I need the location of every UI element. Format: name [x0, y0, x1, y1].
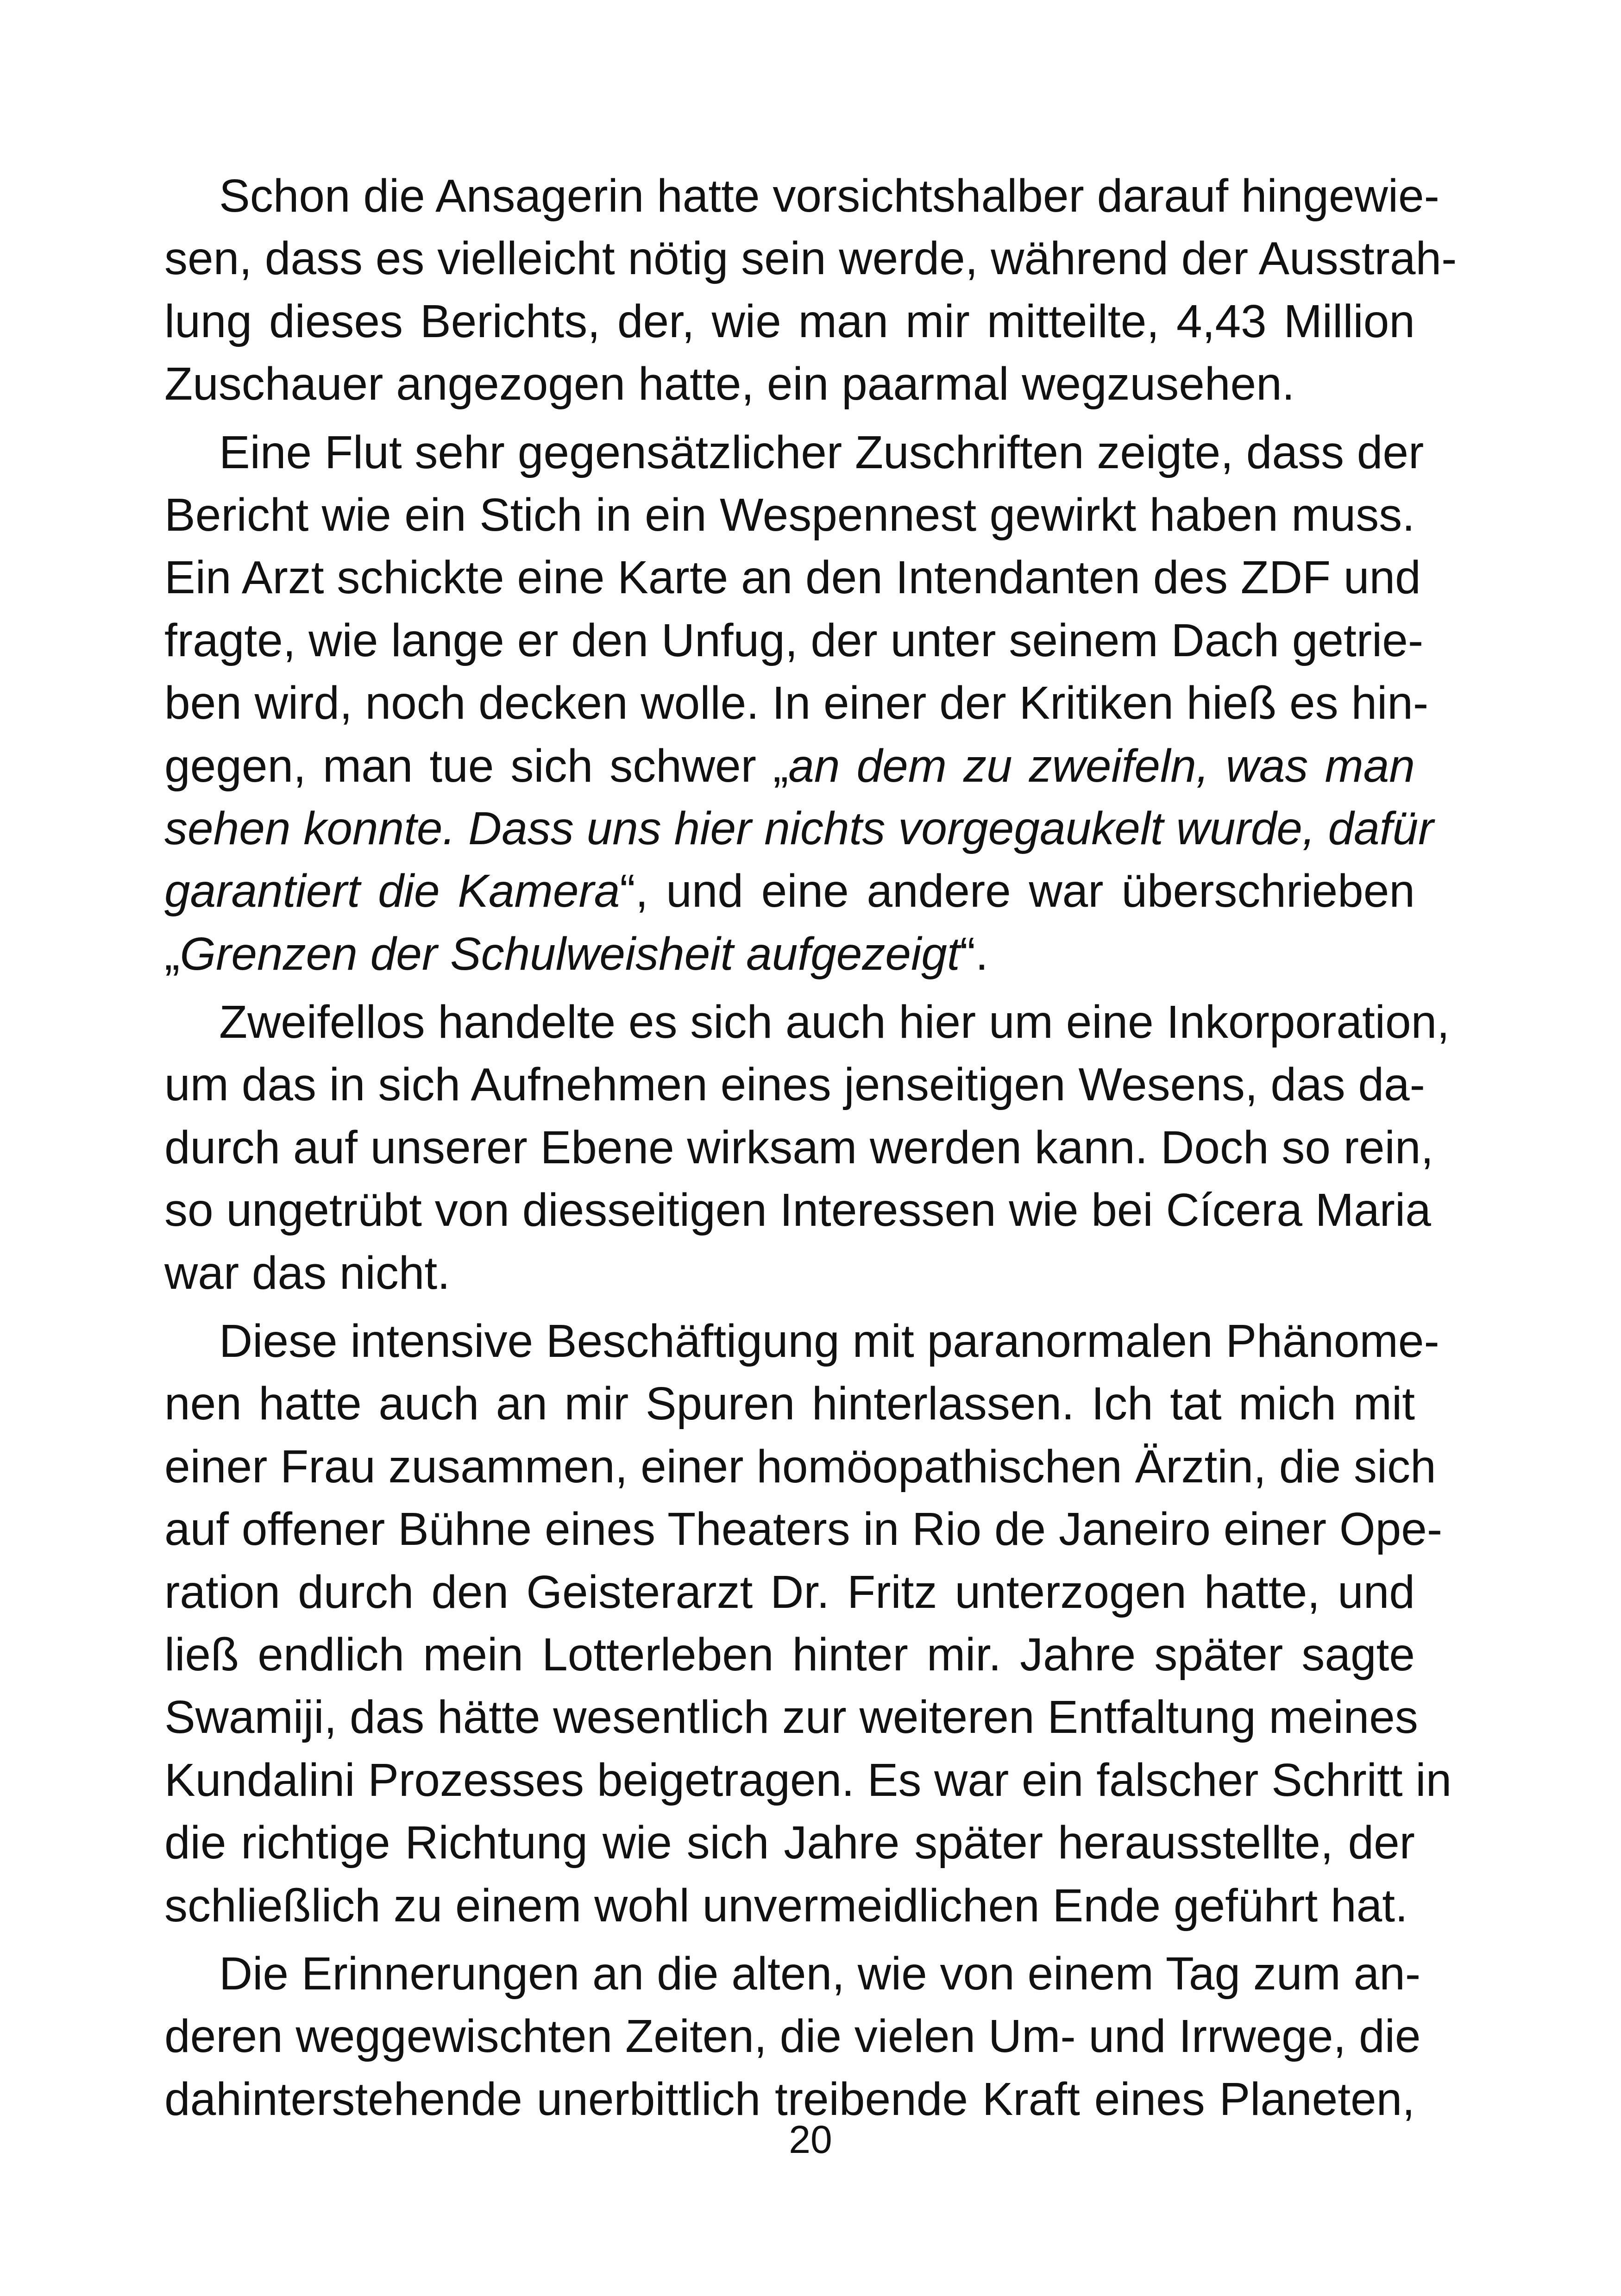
text-line: ließ endlich mein Lotterleben hinter mir. Jahre später sagte	[164, 1628, 1415, 1681]
text-line: um das in sich Aufnehmen eines jenseitigen Wesens, das da-	[164, 1059, 1425, 1111]
quote-mark: „	[164, 928, 180, 980]
text-line: die richtige Richtung wie sich Jahre später herausstellte, der	[164, 1817, 1415, 1869]
text-line: Swamiji, das hätte wesentlich zur weiteren Entfaltung meines	[164, 1691, 1418, 1744]
quote-italic: an dem zu zweifeln, was man	[788, 740, 1415, 792]
text-line: Eine Flut sehr gegensätzlicher Zuschriften zeigte, dass der	[219, 426, 1424, 478]
text-line: lung dieses Berichts, der, wie man mir mitteilte, 4,43 Million	[164, 295, 1415, 347]
text-line: ration durch den Geisterarzt Dr. Fritz unterzogen hatte, und	[164, 1566, 1415, 1618]
text-line: Diese intensive Beschäftigung mit paranormalen Phänome-	[219, 1315, 1439, 1368]
text-line: einer Frau zusammen, einer homöopathischen Ärztin, die sich	[164, 1440, 1436, 1493]
text-line	[164, 860, 1415, 922]
text-line	[164, 797, 1434, 860]
text-line	[164, 735, 1415, 797]
text-line: nen hatte auch an mir Spuren hinterlassen. Ich tat mich mit	[164, 1378, 1415, 1430]
text-line: war das nicht.	[164, 1247, 450, 1299]
text-line: schließlich zu einem wohl unvermeidlichen Ende geführt hat.	[164, 1879, 1408, 1932]
text-line: dahinterstehende unerbittlich treibende Kraft eines Planeten,	[164, 2073, 1415, 2125]
text-line: Kundalini Prozesses beigetragen. Es war ein falscher Schritt in	[164, 1754, 1452, 1806]
text-line: durch auf unserer Ebene wirksam werden kann. Doch so rein,	[164, 1121, 1434, 1173]
paragraph-5	[164, 1943, 1421, 2131]
text-run: gegen, man tue sich schwer „	[164, 740, 789, 792]
text-line: fragte, wie lange er den Unfug, der unter seinem Dach getrie-	[164, 614, 1424, 666]
text-line: Die Erinnerungen an die alten, wie von einem Tag zum an-	[219, 1947, 1421, 2000]
text-line: Ein Arzt schickte eine Karte an den Intendanten des ZDF und	[164, 552, 1421, 604]
quote-mark: “.	[960, 928, 988, 980]
text-line: Schon die Ansagerin hatte vorsichtshalber darauf hingewie-	[219, 170, 1439, 222]
paragraph-3	[164, 991, 1450, 1305]
text-line: Bericht wie ein Stich in ein Wespennest gewirkt haben muss.	[164, 489, 1415, 541]
text-line: so ungetrübt von diesseitigen Interessen wie bei Cícera Maria	[164, 1184, 1431, 1236]
body-text	[164, 165, 1457, 2131]
paragraph-2	[164, 421, 1434, 986]
paragraph-4	[164, 1310, 1452, 1937]
text-line: auf offener Bühne eines Theaters in Rio de Janeiro einer Ope-	[164, 1503, 1443, 1556]
text-line: ben wird, noch decken wolle. In einer der Kritiken hieß es hin-	[164, 677, 1429, 729]
page-number: 20	[789, 2118, 832, 2161]
quote-italic: garantiert die Kamera	[164, 865, 620, 917]
text-line	[164, 923, 1415, 985]
text-line: Zuschauer angezogen hatte, ein paarmal wegzusehen.	[164, 358, 1295, 410]
quote-italic: Grenzen der Schulweisheit aufgezeigt	[180, 928, 960, 980]
text-run: “, und eine andere war überschrieben	[620, 865, 1415, 917]
quote-italic: sehen konnte. Dass uns hier nichts vorgegaukelt wurde, dafür	[164, 802, 1434, 854]
text-line: deren weggewischten Zeiten, die vielen Um- und Irrwege, die	[164, 2010, 1421, 2063]
paragraph-1	[164, 165, 1457, 416]
text-line: Zweifellos handelte es sich auch hier um eine Inkorporation,	[219, 996, 1450, 1048]
text-line: sen, dass es vielleicht nötig sein werde, während der Ausstrah-	[164, 232, 1457, 285]
